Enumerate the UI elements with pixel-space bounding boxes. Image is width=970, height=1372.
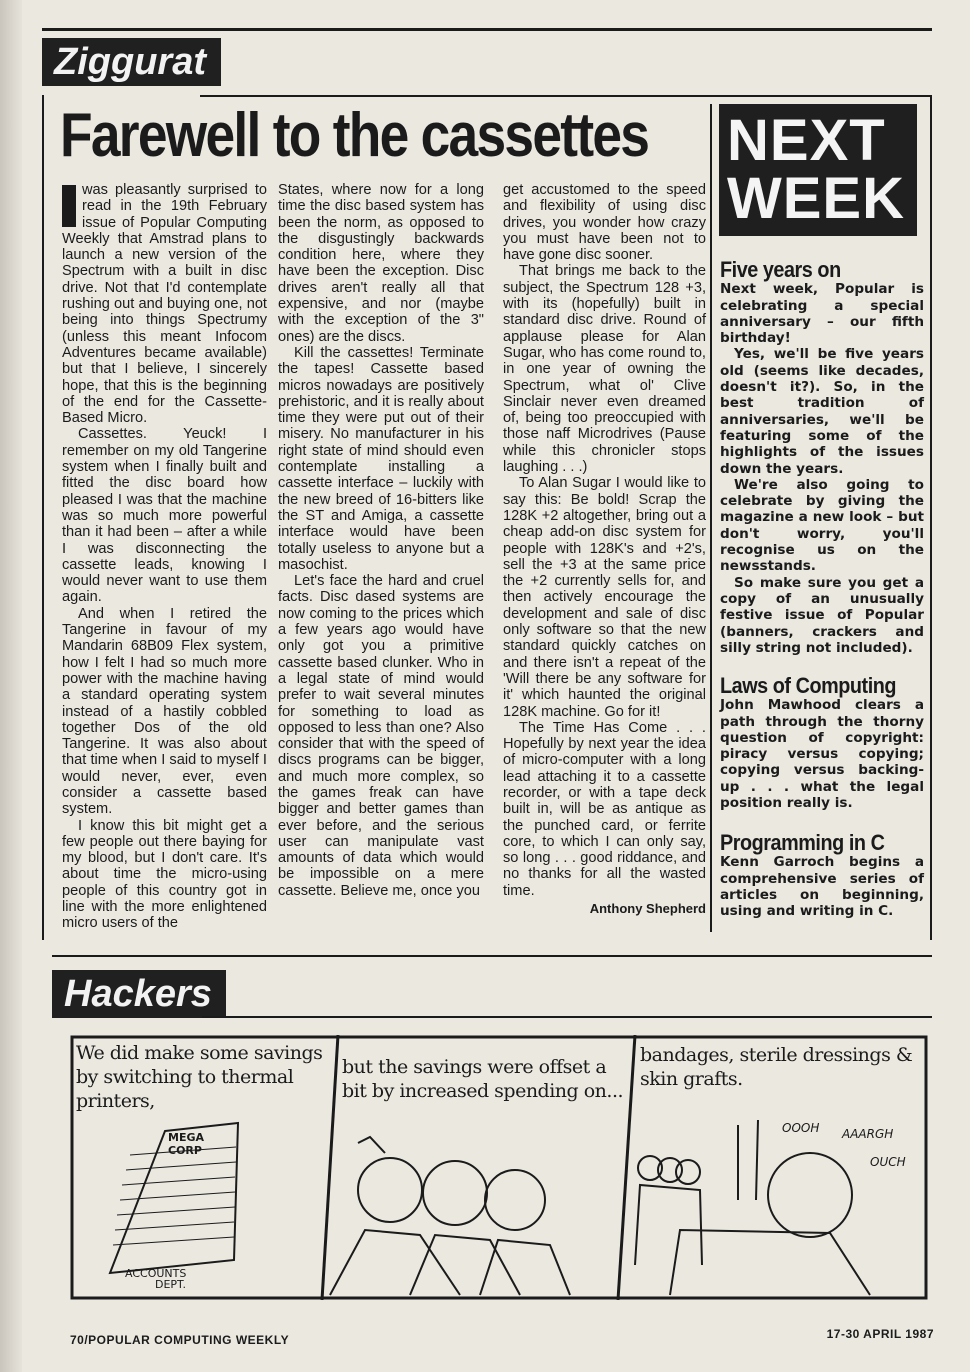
article-paragraph: The Time Has Come . . . Hopefully by next year the idea of micro-computer with a long lead attaching it to a cassette recorder, or with a tape deck built in, will be as antique as the punched card, or ferrite core, to which I can only say, so long . . . good riddance, and no thanks for all the wasted time. bbox=[503, 719, 706, 899]
next-week-item-laws: Laws of Computing John Mawhood clears a path through the thorny question of copyright: piracy versus copying; copying versus backing-up . . . what the legal position really is. bbox=[720, 673, 924, 812]
article-column-1 bbox=[62, 182, 267, 932]
article-paragraph: Cassettes. Yeuck! I remember on my old Tangerine system when I finally built and fitted the disc board how pleased I was that the machine was so much more powerful than it had been – after a while I was disconnecting the cassette leads, knowing I would never want to use them again. bbox=[62, 426, 267, 606]
article-top-rule bbox=[200, 95, 932, 97]
issue-date: 17-30 APRIL 1987 bbox=[826, 1327, 934, 1341]
panel-1-dept-label-line-2: DEPT. bbox=[155, 1278, 186, 1291]
next-week-banner: NEXT WEEK bbox=[719, 104, 917, 236]
article-column-2 bbox=[278, 182, 484, 899]
article-paragraph: get accustomed to the speed and flexibility of using disc drives, you wonder how crazy you must have been not to have gone disc sooner. bbox=[503, 182, 706, 264]
article-right-rule bbox=[930, 95, 932, 940]
panel-2-caption: but the savings were offset a bit by increased spending on... bbox=[342, 1056, 624, 1102]
next-week-heading: Laws of Computing bbox=[720, 673, 897, 698]
sidebar-divider bbox=[710, 104, 712, 932]
panel-1-caption: We did make some savings by switching to thermal printers, bbox=[76, 1042, 323, 1112]
next-week-heading: Five years on bbox=[720, 257, 841, 282]
next-week-item-programming: Programming in C Kenn Garroch begins a comprehensive series of articles on beginning, using and writing in C. bbox=[720, 830, 924, 920]
next-week-heading: Programming in C bbox=[720, 830, 885, 855]
article-byline: Anthony Shepherd bbox=[589, 901, 706, 917]
page-folio: 70/POPULAR COMPUTING WEEKLY bbox=[70, 1333, 290, 1347]
article-paragraph: Kill the cassettes! Terminate the tapes! Cassette based micros nowadays are positively prehistoric, and it is really about time they were put out of their misery. No manufacturer in his right state of mind should even contemplate installing a cassette interface – luckily with the new breed of 16-bitters like the ST and Amiga, a cassette interface would have been totally useless to anyone but a masochist. bbox=[278, 344, 484, 573]
article-headline: Farewell to the cassettes bbox=[60, 101, 649, 170]
article-paragraph: was pleasantly surprised to read in the 19th February issue of Popular Computing Weekly that Amstrad plans to launch a new version of the Spectrum with a built in disc drive. Not that I'd contemplate rushing out and buying one, not being into things Spectrumy (unless this meant Infocom Adventures became available) but that I believe, I sincerely hope, that this is the beginning of the end for the Cassette-Based Micro. bbox=[62, 182, 267, 427]
article-paragraph: I know this bit might get a few people out there baying for my blood, but I don't care. It's about time the micro-using people of this country got in line with the more enlightened micro users of the bbox=[62, 817, 267, 932]
section-tab-hackers: Hackers bbox=[52, 970, 226, 1018]
hackers-top-rule bbox=[52, 955, 932, 957]
top-rule bbox=[42, 28, 932, 31]
article-paragraph: That brings me back to the subject, the Spectrum 128 +3, with its (hopefully) built in standard disc drive. Round of applause please for Alan Sugar, who has come round to, in one year of owning the Spectrum, what ol' Clive Sinclair never even dreamed of, being too preoccupied with those naff Microdrives (Pause while this chronicler stops laughing . . .) bbox=[503, 263, 706, 476]
next-week-item-five-years: Five years on Next week, Popular is celebrating a special anniversary – our fifth birthday! Yes, we'll be five years old (seems like decades, doesn't it?). So, in the best tradition of anniversaries, we'll be featuring some of the highlights of the issues down the years. We're also going to celebrate by giving the magazine a new look – but don't worry, you'll recognise us on the newsstands. So make sure you get a copy of an unusually festive issue of Popular (banners, crackers and silly string not included). bbox=[720, 257, 924, 656]
section-tab-ziggurat: Ziggurat bbox=[42, 38, 221, 86]
sfx-oooh: OOOH bbox=[782, 1121, 820, 1135]
article-left-rule bbox=[42, 95, 44, 940]
article-paragraph: To Alan Sugar I would like to say this: Be bold! Scrap the 128K +2 altogether, bring out a cheap add-on disc system for people with 128K's and +2's, sell the +3 at the same price the +2 currently sells for, and then actively encourage the development and sale of disc only software so that the new standard quickly catches on and there isn't a repeat of the 'Will there be any software for it' which haunted the original 128K machine. Go for it! bbox=[503, 475, 706, 720]
article-paragraph: And when I retired the Tangerine in favour of my Mandarin 68B09 Flex system, how I felt I had so much more power with the machine having a standard operating system instead of a hastily cobbled together Dos of the old Tangerine. It was also about that time when I said to myself I would never, ever, even consider a cassette based system. bbox=[62, 605, 267, 818]
panel-3-caption: bandages, sterile dressings & skin grafts. bbox=[640, 1044, 913, 1090]
sfx-ouch: OUCH bbox=[870, 1155, 906, 1169]
hackers-header-rule bbox=[202, 1016, 932, 1018]
hackers-cartoon-strip bbox=[70, 1035, 928, 1300]
article-paragraph: States, where now for a long time the disc based system has been the norm, as opposed to the disgustingly backwards condition here, where they have been the exception. Disc drives aren't really all that expensive, and nor (maybe with the exception of the 3" ones) are the discs. bbox=[278, 182, 484, 345]
sfx-aaargh: AAARGH bbox=[842, 1127, 894, 1141]
panel-1-dept-label-line-1: ACCOUNTS bbox=[125, 1267, 187, 1280]
page-binding-edge bbox=[0, 0, 22, 1372]
article-paragraph: Let's face the hard and cruel facts. Disc dased systems are now coming to the prices which a few years ago would have only got you a primitive cassette based clunker. Who in a legal state of mind would prefer to wait several minutes for something to load as opposed to less than one? Also consider that with the speed of discs programs can be bigger, and much more complex, so the games freak can have bigger and better games than ever before, and the serious user can manipulate vast amounts of data which would be impossible on a mere cassette. Believe me, once you bbox=[278, 573, 484, 899]
article-column-3 bbox=[503, 182, 706, 917]
drop-cap-i bbox=[62, 185, 76, 227]
panel-1-sign: MEGA CORP bbox=[168, 1131, 205, 1157]
